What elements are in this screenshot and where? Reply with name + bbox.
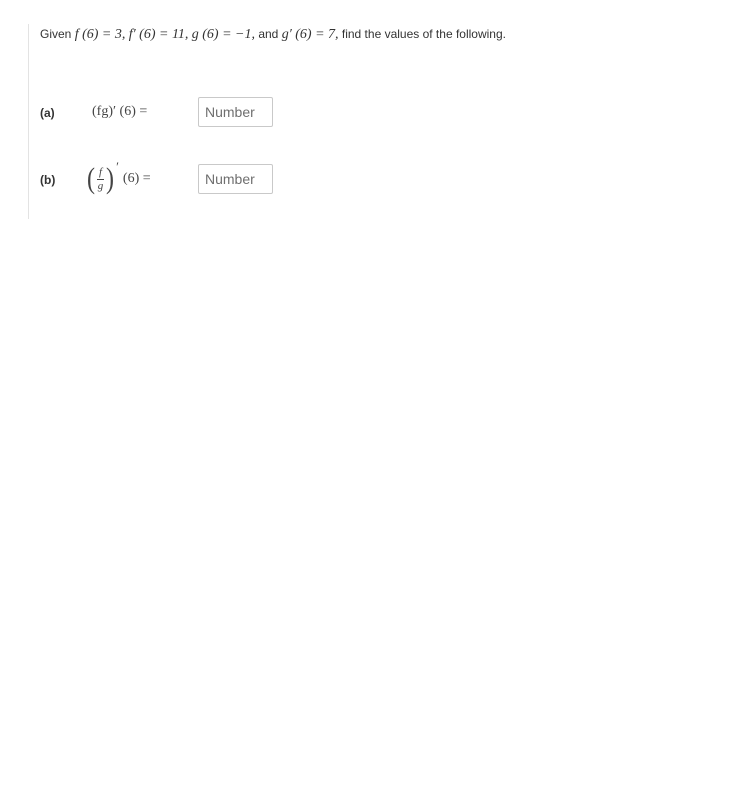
question-prompt [40, 24, 506, 45]
part-b [40, 159, 640, 195]
prompt-given: Given [40, 27, 72, 41]
prompt-g6: g (6) = −1, [191, 27, 255, 42]
prompt-tail: find the values of the following. [341, 27, 506, 41]
prompt-f6: f (6) = 3, [74, 27, 126, 42]
prompt-gprime6: g′ (6) = 7, [281, 27, 339, 42]
part-a-answer-input[interactable] [198, 97, 273, 127]
prompt-and: and [258, 27, 279, 41]
prime-mark: ′ [116, 159, 119, 174]
part-b-label: (b) [40, 173, 56, 187]
part-b-expression [86, 159, 151, 195]
fraction-numerator: f [99, 165, 103, 178]
fraction [97, 167, 104, 192]
fraction-denominator: g [97, 179, 104, 192]
part-a [40, 96, 640, 128]
part-a-label: (a) [40, 106, 55, 120]
part-a-expression: (fg)′ (6) = [92, 104, 148, 119]
part-b-argument: (6) = [122, 171, 151, 186]
open-paren: ( [87, 162, 95, 195]
close-paren: ) [106, 162, 115, 195]
prompt-fprime6: f′ (6) = 11, [128, 27, 189, 42]
part-b-answer-input[interactable] [198, 164, 273, 194]
